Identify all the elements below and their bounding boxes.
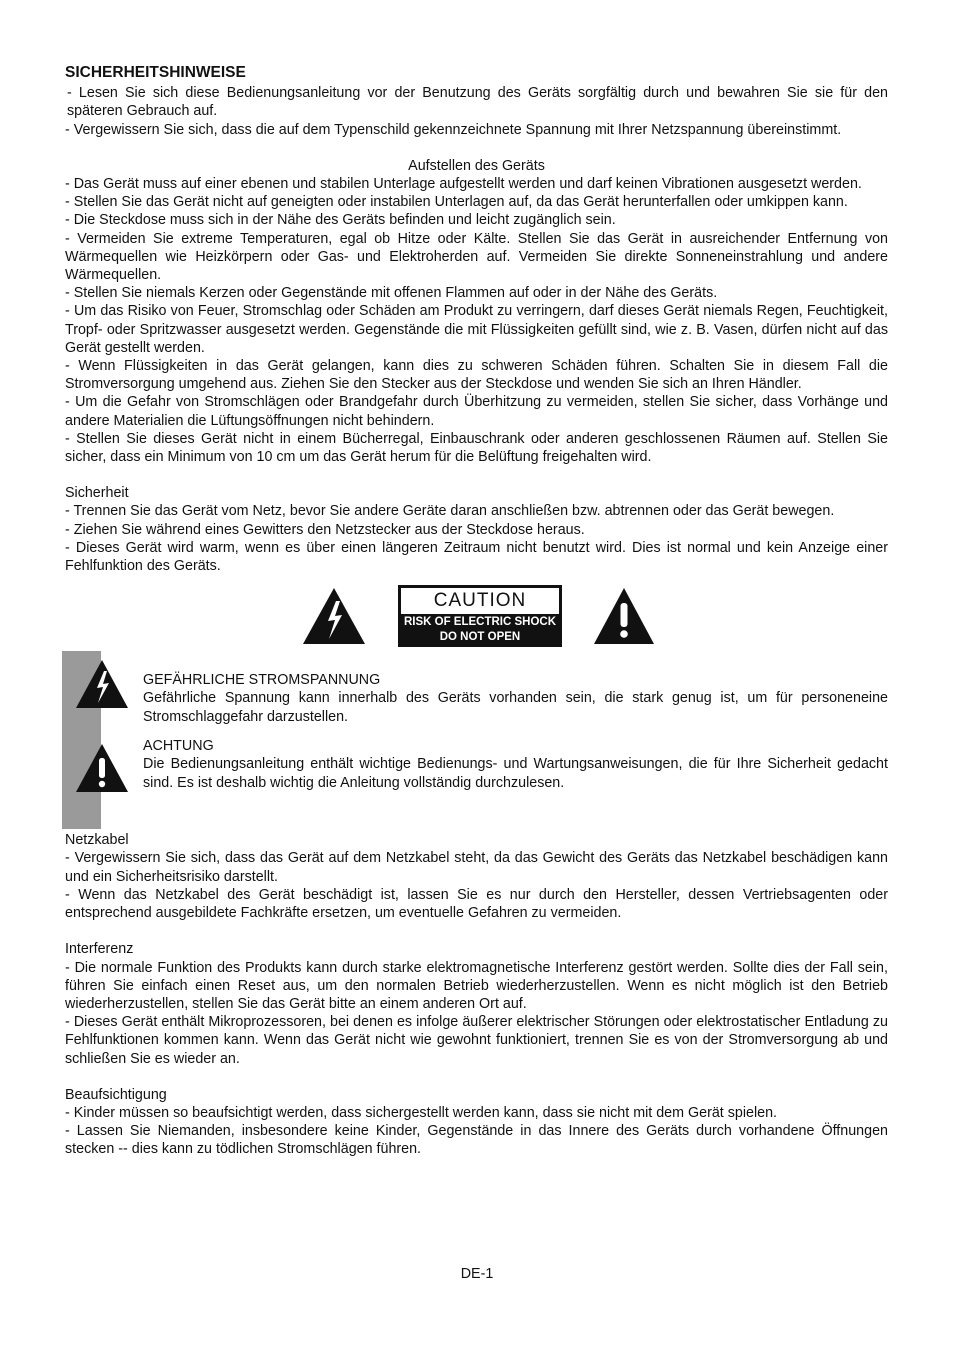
document-page bbox=[65, 64, 888, 1159]
warning-text: Die Bedienungsanleitung enthält wichtige Bedienungs- und Wartungsanweisungen, die für Ihre Sicherheit gedacht sind. Es ist deshalb wichtig die Anleitung vollständig durchzulesen. bbox=[143, 756, 888, 791]
section-heading-interference: Interferenz bbox=[65, 941, 134, 958]
caution-label bbox=[398, 585, 562, 647]
exclamation-triangle-icon bbox=[75, 743, 129, 793]
warning-heading: GEFÄHRLICHE STROMSPANNUNG bbox=[143, 672, 381, 689]
warning-heading: ACHTUNG bbox=[143, 738, 214, 755]
safety-item: - Ziehen Sie während eines Gewitters den Netzstecker aus der Steckdose heraus. bbox=[65, 521, 585, 538]
interference-item: - Dieses Gerät enthält Mikroprozessoren, bei denen es infolge äußerer elektrischer Störungen oder elektrostatischer Entladung zu Fehlfunktionen kommen kann. Wenn das Gerät nicht wie gewohnt funktioniert, trennen Sie es von der Stromversorgung ab und schließen Sie es wieder an. bbox=[65, 1014, 888, 1067]
section-heading-power-cord: Netzkabel bbox=[65, 832, 129, 849]
setup-item: - Vermeiden Sie extreme Temperaturen, egal ob Hitze oder Kälte. Stellen Sie das Gerät in ausreichender Entfernung von Wärmequellen wie Heizkörpern oder Gas- und Elektroherden auf. Vermeiden Sie direkte Sonneneinstrahlung und andere Wärmequellen. bbox=[65, 230, 888, 284]
setup-item: - Stellen Sie niemals Kerzen oder Gegenstände mit offenen Flammen auf oder in der Nähe des Geräts. bbox=[65, 285, 718, 302]
intro-item: - Vergewissern Sie sich, dass die auf dem Typenschild gekennzeichnete Spannung mit Ihrer Netzspannung übereinstimmt. bbox=[65, 121, 842, 138]
page-title: SICHERHEITSHINWEISE bbox=[65, 64, 246, 81]
power-cord-item: - Vergewissern Sie sich, dass das Gerät auf dem Netzkabel steht, da das Gewicht des Geräts das Netzkabel beschädigen kann und ein Sicherheitsrisiko darstellt. bbox=[65, 850, 888, 885]
setup-item: - Um die Gefahr von Stromschlägen oder Brandgefahr durch Überhitzung zu vermeiden, stellen Sie sicher, dass Vorhänge und andere Materialien die Lüftungsöffnungen nicht behindern. bbox=[65, 394, 888, 429]
setup-item: - Die Steckdose muss sich in der Nähe des Geräts befinden und leicht zugänglich sein. bbox=[65, 212, 616, 229]
caution-line-2: DO NOT OPEN bbox=[439, 631, 521, 644]
lightning-triangle-icon bbox=[302, 587, 366, 645]
section-heading-safety: Sicherheit bbox=[65, 485, 129, 502]
caution-line-1: RISK OF ELECTRIC SHOCK bbox=[403, 616, 557, 629]
caution-title: CAUTION bbox=[401, 588, 559, 614]
setup-item: - Stellen Sie das Gerät nicht auf geneigten oder instabilen Unterlagen auf, da das Gerät herunterfallen oder umkippen kann. bbox=[65, 194, 848, 211]
safety-item: - Dieses Gerät wird warm, wenn es über einen längeren Zeitraum nicht benutzt wird. Dies ist normal und kein Anzeige einer Fehlfunktion des Geräts. bbox=[65, 539, 888, 575]
setup-item: - Das Gerät muss auf einer ebenen und stabilen Unterlage aufgestellt werden und darf keinen Vibrationen ausgesetzt werden. bbox=[65, 176, 862, 193]
interference-item: - Die normale Funktion des Produkts kann durch starke elektromagnetische Interferenz gestört werden. Sollte dies der Fall sein, führen Sie einfach einen Reset aus, um den normalen Betrieb wiederherzustellen. Wenn es nicht möglich ist den Betrieb wiederherzustellen, stellen Sie das Gerät bitte an einem anderen Ort auf. bbox=[65, 959, 888, 1012]
safety-item: - Trennen Sie das Gerät vom Netz, bevor Sie andere Geräte daran anschließen bzw. abtrennen oder das Gerät bewegen. bbox=[65, 503, 835, 520]
setup-item: - Stellen Sie dieses Gerät nicht in einem Bücherregal, Einbauschrank oder anderen geschlossenen Räumen auf. Stellen Sie sicher, dass ein Minimum von 10 cm um das Gerät herum für die Belüftung freigehalten wird. bbox=[65, 430, 888, 466]
setup-item: - Um das Risiko von Feuer, Stromschlag oder Schäden am Produkt zu verringern, darf dieses Gerät niemals Regen, Feuchtigkeit, Tropf- oder Spritzwasser ausgesetzt werden. Gegenstände die mit Flüssigkeiten gefüllt sind, wie z. B. Vasen, dürfen nicht auf das Gerät gestellt werden. bbox=[65, 303, 888, 356]
caution-symbols bbox=[65, 585, 888, 653]
warning-text: Gefährliche Spannung kann innerhalb des Geräts vorhanden sein, die stark genug ist, um für personeneine Stromschlaggefahr darzustellen. bbox=[143, 690, 888, 725]
warning-attention bbox=[143, 737, 888, 792]
section-heading-supervision: Beaufsichtigung bbox=[65, 1086, 167, 1103]
page-number: DE-1 bbox=[460, 1266, 494, 1282]
warning-symbols-block bbox=[65, 671, 888, 831]
lightning-triangle-icon bbox=[75, 659, 129, 709]
intro-item: - Lesen Sie sich diese Bedienungsanleitung vor der Benutzung des Geräts sorgfältig durch und bewahren Sie sie für den späteren Gebrauch auf. bbox=[67, 85, 888, 120]
section-heading-setup: Aufstellen des Geräts bbox=[408, 157, 545, 174]
supervision-item: - Kinder müssen so beaufsichtigt werden, dass sichergestellt werden kann, dass sie nicht mit dem Gerät spielen. bbox=[65, 1104, 778, 1121]
setup-item: - Wenn Flüssigkeiten in das Gerät gelangen, kann dies zu schweren Schäden führen. Schalten Sie in diesem Fall die Stromversorgung umgehend aus. Ziehen Sie den Stecker aus der Steckdose und wenden Sie sich an Ihren Händler. bbox=[65, 358, 888, 393]
power-cord-item: - Wenn das Netzkabel des Gerät beschädigt ist, lassen Sie es nur durch den Hersteller, dessen Vertriebsagenten oder entsprechend ausgebildete Fachkräfte ersetzen, um eventuelle Gefahren zu vermeiden. bbox=[65, 886, 888, 922]
exclamation-triangle-icon bbox=[593, 587, 655, 645]
warning-voltage bbox=[143, 671, 888, 726]
supervision-item: - Lassen Sie Niemanden, insbesondere keine Kinder, Gegenstände in das Innere des Geräts durch vorhandene Öffnungen stecken -- dies kann zu tödlichen Stromschlägen führen. bbox=[65, 1123, 888, 1158]
